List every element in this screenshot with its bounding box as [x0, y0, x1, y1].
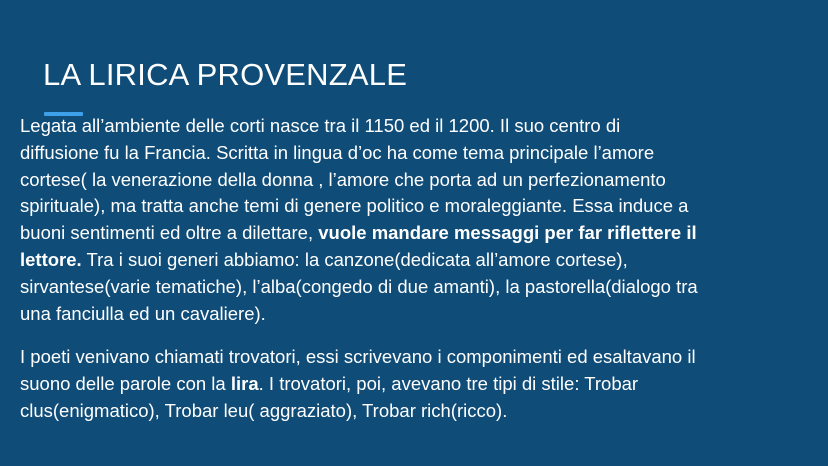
text-run: spirituale), ma tratta anche temi di genere politico e moraleggiante. Essa induce a — [20, 195, 689, 217]
slide-title: LA LIRICA PROVENZALE — [43, 57, 408, 92]
text-line — [20, 344, 810, 371]
text-line — [20, 247, 810, 274]
text-run: diffusione fu la Francia. Scritta in lingua d’oc ha come tema principale l’amore — [20, 141, 655, 163]
text-line — [20, 220, 810, 247]
slide-body — [20, 113, 810, 425]
text-line — [20, 193, 810, 220]
text-run: buoni sentimenti ed oltre a dilettare, — [20, 222, 319, 244]
text-line — [20, 167, 810, 194]
bold-text-run: lettore. — [20, 248, 82, 270]
text-line — [20, 140, 810, 167]
bold-text-run: vuole mandare messaggi per far riflettere il — [318, 222, 697, 244]
text-run: I poeti venivano chiamati trovatori, essi scrivevano i componimenti ed esaltavano il — [20, 346, 696, 368]
paragraph-2 — [20, 344, 810, 424]
text-line — [20, 301, 810, 328]
text-line — [20, 113, 810, 140]
bold-text-run: lira — [230, 373, 259, 395]
text-run: cortese( la venerazione della donna , l’amore che porta ad un perfezionamento — [20, 168, 666, 190]
text-run: sirvantese(varie tematiche), l’alba(congedo di due amanti), la pastorella(dialogo tra — [20, 275, 698, 297]
text-run: clus(enigmatico), Trobar leu( aggraziato), Trobar rich(ricco). — [20, 399, 508, 421]
text-run: Legata all’ambiente delle corti nasce tra il 1150 ed il 1200. Il suo centro di — [20, 115, 621, 136]
text-line — [20, 274, 810, 301]
text-run: suono delle parole con la — [20, 373, 231, 395]
text-run: . I trovatori, poi, avevano tre tipi di stile: Trobar — [258, 373, 639, 395]
paragraph-1 — [20, 113, 810, 327]
text-run: Tra i suoi generi abbiamo: la canzone(dedicata all’amore cortese), — [81, 248, 628, 270]
text-run: una fanciulla ed un cavaliere). — [20, 302, 266, 324]
text-line — [20, 371, 810, 398]
text-line — [20, 398, 810, 425]
